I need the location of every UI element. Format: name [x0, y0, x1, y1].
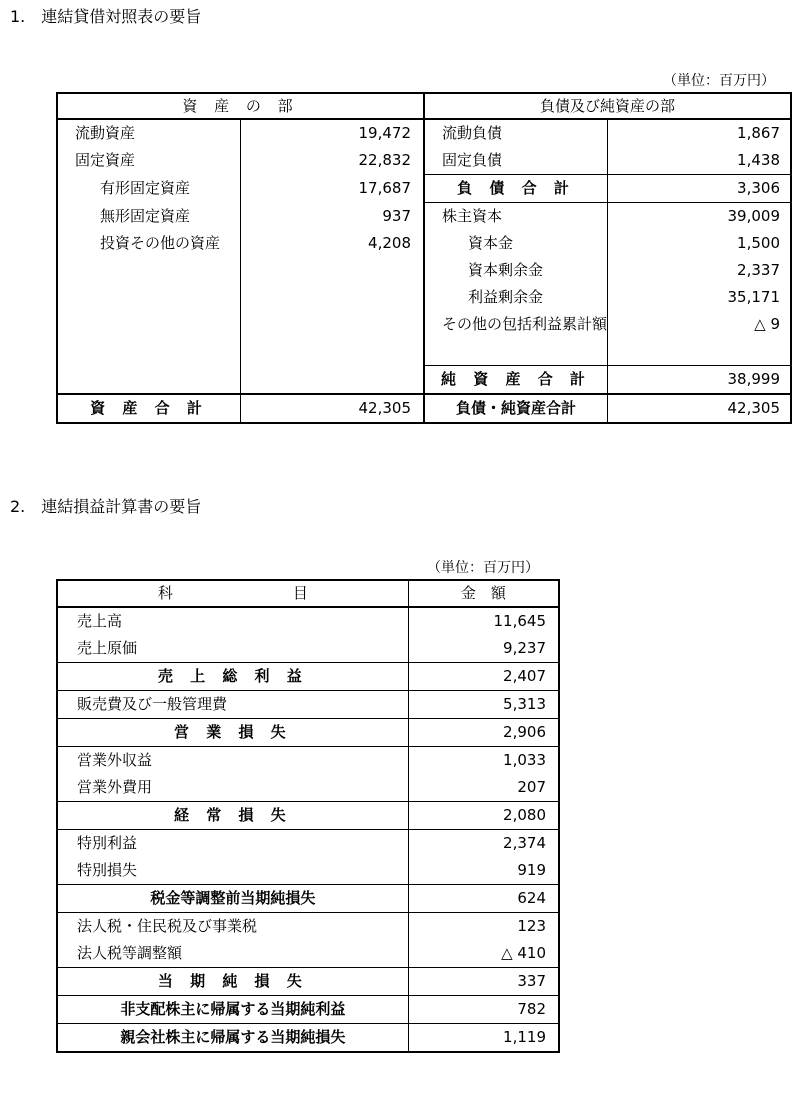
equity-value — [608, 338, 792, 366]
asset-value: 22,832 — [241, 147, 425, 175]
subtotal-row — [57, 719, 559, 747]
liability-value: 1,438 — [608, 147, 792, 175]
balance-sheet-heading: 1. 連結貸借対照表の要旨 — [10, 7, 202, 26]
subtotal-label: 営 業 損 失 — [57, 719, 408, 747]
item-label: 営業外費用 — [77, 778, 153, 796]
table-row — [57, 257, 791, 284]
item-value: 11,645 — [408, 607, 559, 635]
subtotal-label: 非支配株主に帰属する当期純利益 — [57, 996, 408, 1024]
equity-value: 39,009 — [608, 203, 792, 231]
subtotal-label: 経 常 損 失 — [57, 802, 408, 830]
item-label: 売上原価 — [77, 639, 138, 657]
equity-value: 35,171 — [608, 284, 792, 311]
assets-header: 資 産 の 部 — [57, 93, 424, 119]
item-value: 2,374 — [408, 830, 559, 858]
subtotal-value: 782 — [408, 996, 559, 1024]
equity-value: 2,337 — [608, 257, 792, 284]
subtotal-row — [57, 968, 559, 996]
table-row — [57, 913, 559, 941]
equity-label: 株主資本 — [442, 207, 503, 225]
table-row — [57, 635, 559, 663]
equity-label — [424, 338, 608, 366]
table-row — [57, 747, 559, 775]
subtotal-label: 税金等調整前当期純損失 — [57, 885, 408, 913]
item-label: 特別利益 — [77, 834, 138, 852]
liability-label: 固定負債 — [424, 147, 608, 175]
assets-total-value: 42,305 — [241, 394, 425, 423]
asset-value: 4,208 — [241, 230, 425, 257]
item-label: 売上高 — [77, 612, 123, 630]
item-value: 5,313 — [408, 691, 559, 719]
asset-label: 投資その他の資産 — [100, 234, 221, 252]
subtotal-row — [57, 996, 559, 1024]
equity-value: △ 9 — [608, 311, 792, 338]
table-row — [57, 366, 791, 395]
item-value: 1,033 — [408, 747, 559, 775]
table-row — [57, 774, 559, 802]
income-statement-table — [56, 579, 560, 1053]
item-value: 919 — [408, 857, 559, 885]
asset-value — [241, 257, 425, 284]
equity-label: その他の包括利益累計額 — [442, 315, 608, 333]
liability-label: 流動負債 — [442, 124, 503, 142]
table-row — [57, 857, 559, 885]
asset-label: 無形固定資産 — [100, 206, 191, 225]
equity-value: 1,500 — [608, 230, 792, 257]
table-row — [57, 338, 791, 366]
income-statement-heading: 2. 連結損益計算書の要旨 — [10, 497, 202, 516]
table-row — [57, 119, 791, 147]
subtotal-value: 2,906 — [408, 719, 559, 747]
subtotal-row — [57, 885, 559, 913]
item-label: 営業外収益 — [77, 751, 153, 769]
asset-value: 937 — [241, 203, 425, 231]
amount-column-header: 金 額 — [408, 580, 559, 607]
item-label: 法人税・住民税及び事業税 — [77, 917, 258, 935]
table-row — [57, 147, 791, 175]
equity-label: 資本剰余金 — [468, 261, 544, 279]
net-assets-total-value: 38,999 — [608, 366, 792, 395]
income-statement-header — [57, 580, 559, 607]
item-value: 9,237 — [408, 635, 559, 663]
table-row — [57, 830, 559, 858]
liabilities-net-assets-total-value: 42,305 — [608, 394, 792, 423]
asset-label — [57, 366, 241, 395]
equity-label: 資本金 — [468, 234, 514, 252]
item-label: 特別損失 — [77, 861, 138, 879]
asset-label — [57, 257, 241, 284]
subtotal-row — [57, 1024, 559, 1053]
subtotal-value: 1,119 — [408, 1024, 559, 1053]
item-value: △ 410 — [408, 940, 559, 968]
liability-value: 1,867 — [608, 119, 792, 147]
item-label: 販売費及び一般管理費 — [77, 695, 228, 713]
balance-sheet-table — [56, 92, 792, 424]
asset-label: 固定資産 — [75, 151, 136, 170]
asset-label — [57, 284, 241, 311]
subtotal-row — [57, 802, 559, 830]
table-row — [57, 940, 559, 968]
item-label: 法人税等調整額 — [77, 944, 183, 962]
item-value: 207 — [408, 774, 559, 802]
asset-value — [241, 366, 425, 395]
liabilities-net-assets-total-label: 負債・純資産合計 — [424, 394, 608, 423]
asset-value — [241, 284, 425, 311]
subtotal-label: 売 上 総 利 益 — [57, 663, 408, 691]
table-row — [57, 175, 791, 203]
subtotal-row — [57, 663, 559, 691]
subtotal-value: 2,080 — [408, 802, 559, 830]
table-row — [57, 284, 791, 311]
asset-label: 流動資産 — [75, 124, 136, 142]
subtotal-value: 2,407 — [408, 663, 559, 691]
subtotal-value: 624 — [408, 885, 559, 913]
equity-label: 利益剰余金 — [468, 288, 544, 306]
net-assets-total-label: 純 資 産 合 計 — [441, 370, 591, 388]
item-column-header: 科 目 — [57, 580, 408, 607]
liabilities-header: 負債及び純資産の部 — [424, 93, 791, 119]
subtotal-value: 337 — [408, 968, 559, 996]
asset-label — [57, 311, 241, 338]
asset-value — [241, 311, 425, 338]
subtotal-label: 当 期 純 損 失 — [57, 968, 408, 996]
item-value: 123 — [408, 913, 559, 941]
totals-row — [57, 394, 791, 423]
table-row — [57, 311, 791, 338]
table-row — [57, 607, 559, 635]
asset-label: 有形固定資産 — [100, 179, 191, 197]
subtotal-label: 親会社株主に帰属する当期純損失 — [57, 1024, 408, 1053]
income-statement-unit: （単位：百万円） — [427, 560, 539, 576]
assets-total-label: 資 産 合 計 — [57, 394, 241, 423]
asset-label — [57, 338, 241, 366]
asset-value: 17,687 — [241, 175, 425, 203]
liabilities-total-label: 負 債 合 計 — [424, 175, 608, 203]
table-row — [57, 230, 791, 257]
table-row — [57, 203, 791, 231]
table-row — [57, 691, 559, 719]
asset-value — [241, 338, 425, 366]
asset-value: 19,472 — [241, 119, 425, 147]
liabilities-total-value: 3,306 — [608, 175, 792, 203]
balance-sheet-unit: （単位：百万円） — [663, 73, 775, 89]
balance-sheet-header — [57, 93, 791, 119]
